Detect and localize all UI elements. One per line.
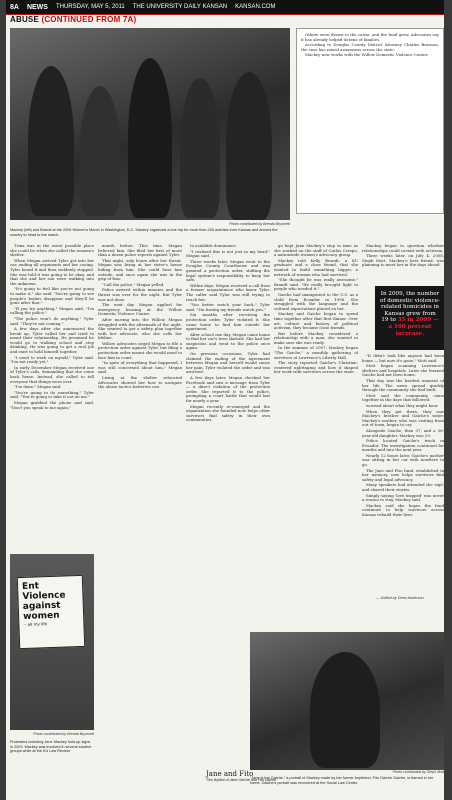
pull-quote	[375, 286, 444, 350]
top-photo	[10, 28, 290, 220]
paragraph: The next day Megan applied for emergency housing at the Willow Domestic Violence Center.	[98, 302, 182, 317]
paragraph: Within days, Megan received a call from a former acquaintance who knew Tyler. The caller said Tyler was still trying to reach her.	[186, 282, 270, 302]
paragraph: Mackey now works with the Willow Domestic Violence Center.	[305, 52, 429, 58]
paragraph: Police located Gaiche's truck in Ecuador. The investigation continued for months and into the next year.	[362, 438, 444, 453]
bottom-photo-credit: Photo contributed by Steph Mott	[392, 770, 444, 774]
body-column-1	[10, 244, 94, 550]
paragraph: "You better watch your back," Tyler said. "I'm having my friends watch you."	[186, 302, 270, 312]
protest-sign	[17, 575, 85, 649]
paragraph: month before. This time, Megan believed him. She filed her first of more than a dozen police reports against Tyler.	[98, 244, 182, 258]
paragraph: worried about what they might hear.	[366, 402, 439, 408]
paragraph: "It didn't look like anyone had been home — but now it's gone," Mott said.	[362, 354, 444, 363]
paragraph: "I need to work on myself," Tyler said. "I'm not ready yet."	[10, 354, 94, 365]
paragraph: Three weeks later, Megan went to the Douglas County Courthouse and was granted a protection order, shifting the legal system's responsibility to keep her safe.	[186, 258, 270, 283]
site-name: KANSAN.COM	[235, 4, 276, 10]
newspaper-page	[6, 0, 444, 800]
paragraph: "Call the police," Megan yelled.	[102, 281, 165, 287]
sign-text: Violence	[22, 590, 66, 602]
paragraph: Mackey told Kelly Brandt, a KU graduate and a close friend, that she wanted to build something bigger, a network of women who had survived.	[274, 257, 358, 277]
paragraph: Many speakers had attended the vigil, and shared their stories.	[362, 482, 444, 493]
sign-text: women	[22, 610, 60, 622]
kicker-continued: (CONTINUED FROM 7A)	[41, 15, 137, 24]
paragraph: "It's going to feel like you're not going to make it," she said. "You're going to see people's bodies disappear and they'll be gone after that."	[10, 286, 94, 306]
paragraph: Six months after receiving the protection order, Tyler violated it. She came home to find him outside her apartment.	[186, 312, 270, 332]
sign-text: -- all my life	[23, 621, 48, 627]
top-photo-caption: Mackey (left) and Brandt at the 2004 Women's March in Washington, D.C. Mackey organized a bus trip for more than 200 activists from Kansas and around the country to head to the march.	[10, 228, 278, 237]
paragraph: The story reported Gaiche's Christian-centered upbringing and how it shaped her work with survivors across the state.	[274, 360, 358, 375]
paragraph: That night, only hours after her threat, Megan was living at her sister's house hiding from him. She could hear him outside, and once again she was in the grip of fear.	[98, 257, 182, 282]
paragraph: Others were drawn to the cause, and the fund grew. Advocates say it has already helped dozens of families.	[301, 33, 439, 42]
issue-date: THURSDAY, MAY 5, 2011	[55, 4, 125, 10]
person-figure	[80, 86, 120, 216]
pull-quote-text-a: In 2009, the number of domestic violence-related homicides in Kansas grew from 19 to	[380, 291, 440, 324]
person-figure	[180, 78, 220, 218]
paragraph: Mott said the community came together in the days that followed.	[362, 392, 444, 403]
sidebar-text	[301, 33, 439, 209]
paragraph: Mackey began to question whether relationships could coexist with activism.	[362, 244, 444, 253]
paragraph: Willow advocates urged Megan to file a protection order against Tyler, but filing a protection order meant she would need to face him in court.	[98, 340, 182, 360]
paragraph: "I realized this is not just in my head," Megan said.	[186, 248, 270, 259]
paragraph: Mackey said she hopes the fund continues to help survivors across Kansas rebuild their lives.	[362, 502, 444, 517]
paragraph: But before Mackey considered a relationship with a man, she wanted to make sure she was ready.	[274, 330, 358, 345]
paragraph: Gaiche had immigrated to the U.S. as a child from Ecuador in 1998. She struggled with the language and the cultural expectations placed on her.	[274, 291, 358, 311]
paragraph: In early December Megan received one of Tyler's calls, demanding that she come back home. Instead, she called to tell everyone that things were over.	[10, 364, 94, 384]
person-figure	[128, 58, 172, 218]
paragraph: Three weeks later, on July 4, 2008, Steph Mott, Mackey's best friend, was planning to meet her in the days ahead.	[362, 253, 444, 268]
memorial-caption: This Wyttini of Jane Gaiche and Fito Gaiche	[206, 778, 277, 782]
paragraph: According to Douglas County District Attorney Charles Branson, the case has raised awareness across the state.	[301, 42, 439, 52]
paragraph: On previous occasions, Tyler had claimed the ending of the agreement between Megan and herself would cause her pain. Tyler violated the order and was arrested.	[186, 351, 270, 375]
paragraph: "I'm done," Megan said.	[14, 384, 62, 390]
paragraph: to establish dominance.	[190, 244, 237, 248]
sidebar-box	[296, 28, 444, 214]
paragraph: Nearly 12 hours later, Gaiche's mother was sitting in her car with nowhere to go.	[362, 452, 444, 468]
person-figure	[28, 66, 74, 216]
paragraph: Trina was in the worst possible place she could be when she called the women's shelter.	[10, 244, 94, 258]
paragraph: Alongside Gaiche, then 37, and a 36-year-old daughter, Mackey was 29.	[362, 427, 444, 438]
paragraph: A few days later, Megan checked her Facebook and saw a message from Tyler — a direct violation of the protection order. She reported it to the police, prompting a court battle that would last for nearly a year.	[186, 375, 270, 403]
protest-photo-credit: Photo contributed by Brenda Bryonetti	[33, 732, 94, 736]
sign-text: Ent	[21, 581, 40, 592]
body-column-4	[274, 244, 358, 630]
paragraph: A few days after she announced the break up, Tyler called her and tried to mend their relationship. He promised he would go to walking school and stop drinking. He was going to get a real job and start to hold himself together.	[10, 326, 94, 355]
protest-photo-caption: Protesters including Jane Mackey hold up signs in 2003. Mackey was involved in several student groups while at the KU Law Review.	[10, 740, 92, 754]
paragraph: Mackey and Gaiche began to spend time together after that first dinner. Over art, culture and history of political activism, they became close friends.	[274, 311, 358, 331]
paragraph: In the summer of 2007, Mackey began "The Gaiche," a monthly gathering of survivors at Lawrence's Liberty Hall.	[274, 345, 358, 360]
paragraph: Megan grabbed the phone and said, "Don't you speak to me again."	[10, 400, 94, 410]
portrait-figure	[310, 652, 380, 768]
paragraph: That day was the hardest moment of her life. The news spread quickly through the community she had built.	[362, 377, 444, 393]
editor-signoff: — Edited by Drew Anderson	[376, 596, 424, 600]
paragraph: "If you try anything," Megan said, "I'm calling the police."	[10, 305, 94, 316]
paragraph: "In spite of everything that happened, I was still concerned about him," Megan said.	[98, 360, 182, 375]
paragraph: Simply saying 'love trapped' was never a reason to stay, Mackey said.	[362, 492, 444, 503]
top-photo-credit: Photo contributed by Brenda Bryonetti	[229, 222, 290, 226]
paragraph: After school one day, Megan came home to find her car's tires slashed. She had her suspicions and went to the police once again.	[186, 331, 270, 351]
protest-photo	[10, 554, 94, 730]
person-figure	[226, 72, 272, 220]
paper-name: THE UNIVERSITY DAILY KANSAN	[132, 4, 228, 10]
paragraph: Police arrived within minutes and the threat was over for the night. But Tyler was not done.	[98, 287, 182, 302]
sign-text: against	[22, 600, 61, 612]
paragraph: Megan recently re-emerged and the organization she founded now helps other survivors find safety in their own communities.	[186, 403, 270, 423]
paragraph: When Megan arrived Tyler got into her car, ending all arguments and her cooing. Tyler heard it and then suddenly stopped. She was told it was going to be okay, and that she and her son were walking into the unknown.	[10, 257, 94, 286]
bottom-photo-caption: "Jane is the Gaiche," a portrait of Mackey made by her former boyfriend, Fito Gaiche Gaiche, is framed in her home. Gaiche's portrait was recovered at the Social Law Center.	[250, 776, 434, 785]
body-column-5	[362, 354, 444, 592]
paragraph: When they got there, they saw Mackey's brother and Gaiche's sister. Mackey's mother, who was visiting from out of town, began to cry.	[362, 408, 444, 428]
paragraph: Mott began scanning Lawrence's shelters and hospitals. Later she learned Gaiche had not been home.	[362, 363, 444, 378]
masthead	[6, 0, 444, 14]
body-column-3	[186, 244, 270, 630]
kicker-label: ABUSE	[10, 15, 40, 24]
pull-quote-text-b: 35 in 2009 — a 100 percent increase.	[388, 317, 439, 337]
paragraph: "The police won't do anything," Tyler said. "They're not coming."	[10, 315, 94, 326]
paragraph: "You're going to do something," Tyler said. "You're going to take it out on me."	[10, 389, 94, 400]
paragraph: Living at the shelter relocated Advocates showed her how to navigate the abuse tactics batterers use.	[98, 375, 182, 390]
body-column-2	[98, 244, 182, 630]
paragraph: "She thought he was really awesome," Brandt said. "He really brought light to people who needed it."	[274, 277, 358, 292]
body-column-5-top	[362, 244, 444, 284]
section-number: 8A	[10, 3, 19, 11]
paragraph: After moving into the Willow, Megan struggled with the aftermath of the night. She wanted to get a safety plan together with her advocate, who she calls her lifeline.	[98, 316, 182, 341]
paragraph: go kept Jane Mackey's step in time as she worked on the staff of Carlos Crespo, a nationwide women's advocacy group.	[274, 244, 358, 258]
story-kicker	[10, 15, 136, 24]
bottom-photo	[250, 632, 444, 770]
memorial-title: Jane and Fito	[206, 770, 254, 778]
section-name: NEWS	[26, 3, 48, 11]
paragraph: The Jane and Fito fund, established in her memory, now helps survivors find safety and legal advocacy.	[362, 467, 444, 482]
